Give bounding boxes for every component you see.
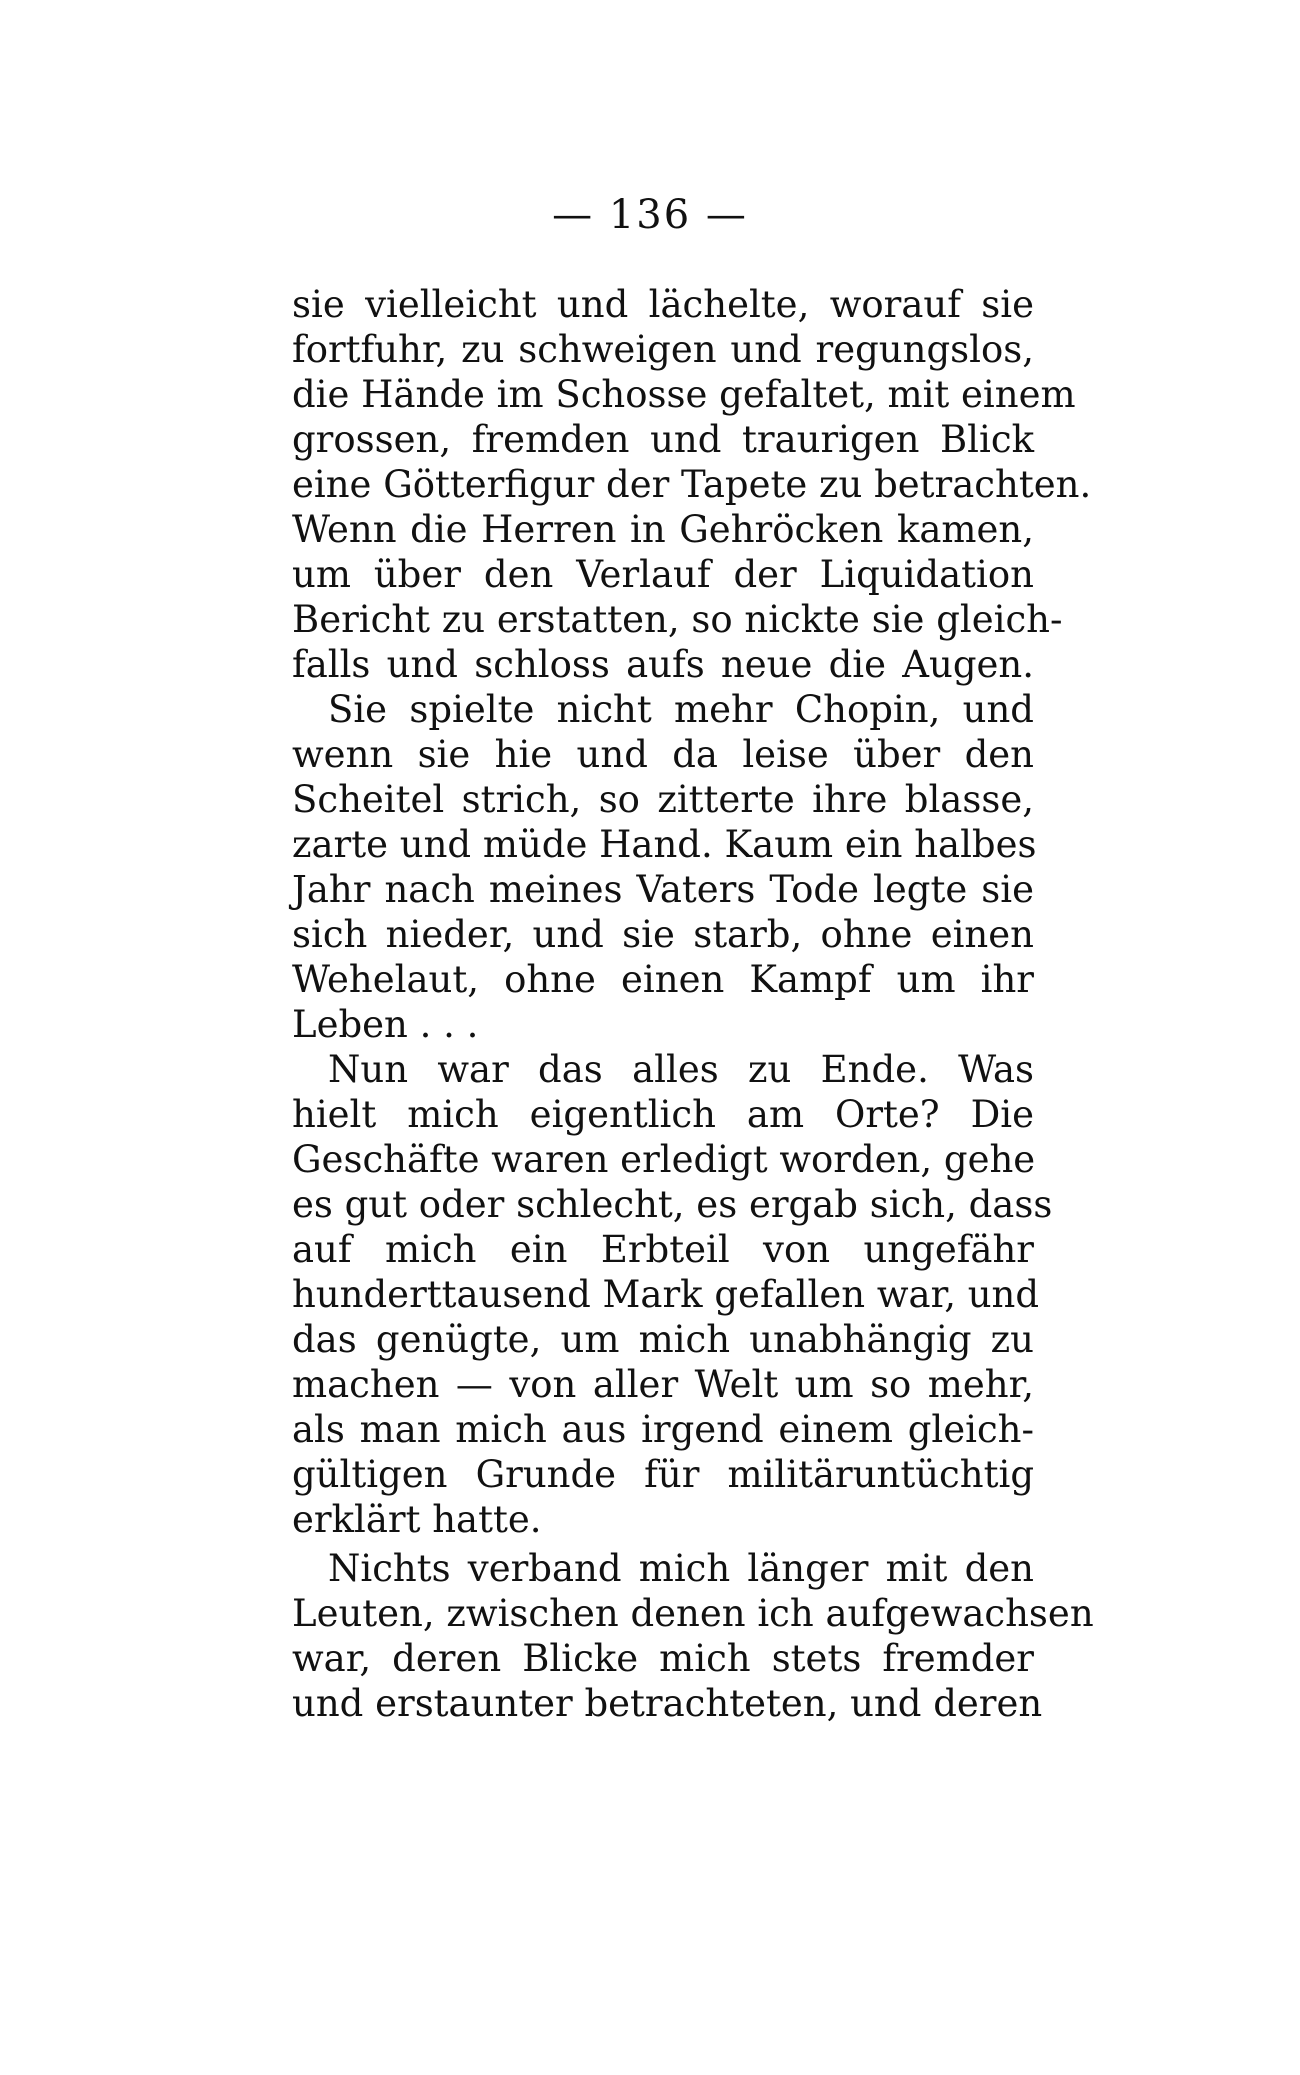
text-line: Bericht zu erstatten, so nickte sie gleich- <box>292 598 1063 641</box>
text-line: erklärt hatte. <box>292 1498 542 1541</box>
text-line: hielt mich eigentlich am Orte? Die <box>292 1093 1034 1136</box>
text-line: wenn sie hie und da leise über den <box>292 733 1034 776</box>
text-line: grossen, fremden und traurigen Blick <box>292 418 1034 461</box>
paragraph-1 <box>292 282 1092 687</box>
text-line: machen — von aller Welt um so mehr, <box>292 1363 1034 1406</box>
paragraph-3 <box>292 1047 1053 1542</box>
text-line: falls und schloss aufs neue die Augen. <box>292 643 1034 686</box>
text-line: das genügte, um mich unabhängig zu <box>292 1318 1034 1361</box>
text-line: Nichts verband mich länger mit den <box>328 1547 1034 1590</box>
text-line: um über den Verlauf der Liquidation <box>292 553 1034 596</box>
text-line: Scheitel strich, so zitterte ihre blasse, <box>292 778 1034 821</box>
text-line: war, deren Blicke mich stets fremder <box>292 1637 1034 1680</box>
page-number: — 136 — <box>552 192 748 238</box>
text-line: Geschäfte waren erledigt worden, gehe <box>292 1138 1036 1181</box>
text-line: und erstaunter betrachteten, und deren <box>292 1682 1043 1725</box>
text-line: Wenn die Herren in Gehröcken kamen, <box>292 508 1034 551</box>
text-line: eine Götterfigur der Tapete zu betrachten. <box>292 463 1092 506</box>
body-text <box>292 282 1094 1726</box>
text-line: auf mich ein Erbteil von ungefähr <box>292 1228 1034 1271</box>
text-line: hunderttausend Mark gefallen war, und <box>292 1273 1040 1316</box>
text-line: Leuten, zwischen denen ich aufgewachsen <box>292 1592 1094 1635</box>
text-line: Sie spielte nicht mehr Chopin, und <box>328 688 1034 731</box>
text-line: sich nieder, und sie starb, ohne einen <box>292 913 1034 956</box>
text-line: zarte und müde Hand. Kaum ein halbes <box>292 823 1037 866</box>
text-line: die Hände im Schosse gefaltet, mit einem <box>292 373 1076 416</box>
text-line: sie vielleicht und lächelte, worauf sie <box>292 283 1034 326</box>
text-line: Wehelaut, ohne einen Kampf um ihr <box>292 958 1034 1001</box>
text-line: Jahr nach meines Vaters Tode legte sie <box>292 868 1034 911</box>
paragraph-2 <box>292 687 1037 1047</box>
text-line: fortfuhr, zu schweigen und regungslos, <box>292 328 1034 371</box>
text-line: es gut oder schlecht, es ergab sich, dass <box>292 1183 1053 1226</box>
text-line: als man mich aus irgend einem gleich- <box>292 1408 1034 1451</box>
text-line: gültigen Grunde für militäruntüchtig <box>292 1453 1034 1496</box>
paragraph-4 <box>292 1546 1094 1726</box>
text-line: Leben . . . <box>292 1003 479 1046</box>
text-line: Nun war das alles zu Ende. Was <box>328 1048 1034 1091</box>
